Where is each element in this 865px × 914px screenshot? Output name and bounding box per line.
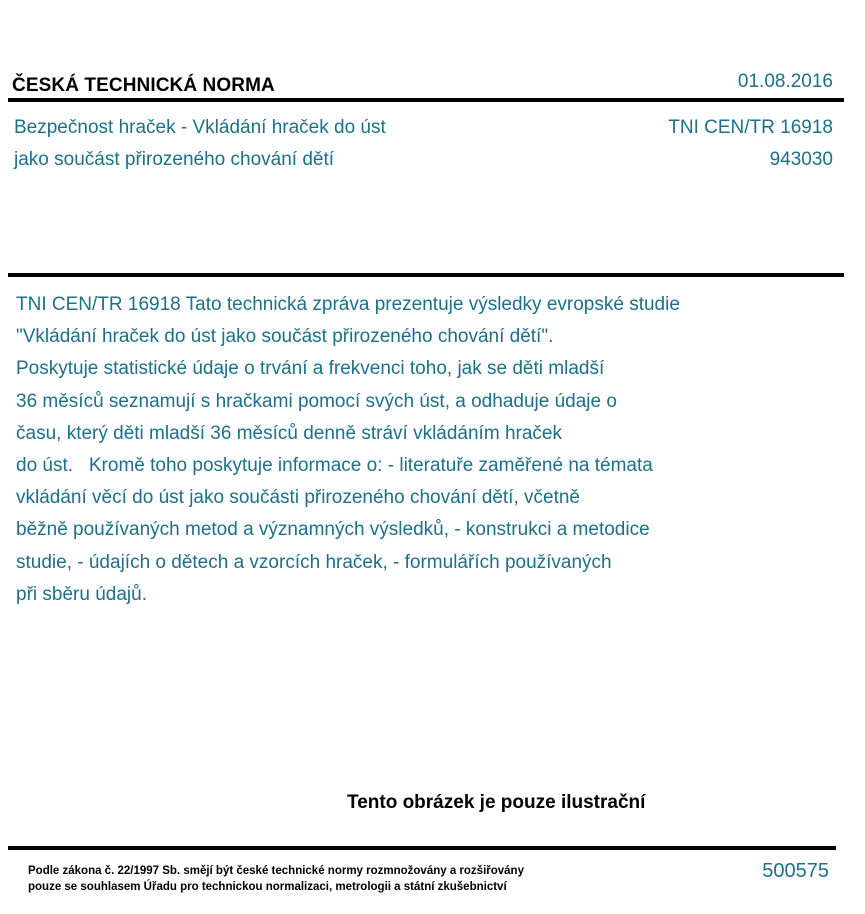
abstract-line: času, který děti mladší 36 měsíců denně stráví vkládáním hraček bbox=[16, 422, 562, 444]
document-title-line-2: jako součást přirozeného chování dětí bbox=[14, 149, 335, 170]
abstract-divider bbox=[8, 273, 844, 277]
copyright-line-2: pouze se souhlasem Úřadu pro technickou normalizaci, metrologii a státní zkušebnictví bbox=[28, 881, 507, 893]
copyright-line-1: Podle zákona č. 22/1997 Sb. smějí být české technické normy rozmnožovány a rozšiřovány bbox=[28, 865, 524, 877]
illustration-disclaimer: Tento obrázek je pouze ilustrační bbox=[347, 792, 646, 813]
header-divider bbox=[8, 98, 844, 102]
abstract-line: TNI CEN/TR 16918 Tato technická zpráva prezentuje výsledky evropské studie bbox=[16, 294, 680, 315]
abstract-text bbox=[16, 289, 816, 611]
standard-type-heading: ČESKÁ TECHNICKÁ NORMA bbox=[12, 75, 275, 96]
abstract-line: Poskytuje statistické údaje o trvání a frekvenci toho, jak se děti mladší bbox=[16, 358, 605, 380]
footer-divider bbox=[8, 846, 836, 850]
document-title-line-1: Bezpečnost hraček - Vkládání hraček do úst bbox=[14, 117, 386, 138]
abstract-line: běžně používaných metod a významných výsledků, - konstrukci a metodice bbox=[16, 519, 650, 541]
catalog-number: 500575 bbox=[762, 860, 829, 882]
class-number: 943030 bbox=[769, 149, 833, 170]
abstract-line: při sběru údajů. bbox=[16, 583, 147, 605]
document-designation: TNI CEN/TR 16918 bbox=[668, 117, 833, 138]
publication-date: 01.08.2016 bbox=[737, 71, 833, 92]
copyright-notice bbox=[28, 863, 524, 895]
abstract-line: do úst. Kromě toho poskytuje informace o: - literatuře zaměřené na témata bbox=[16, 455, 653, 477]
abstract-line: studie, - údajích o dětech a vzorcích hraček, - formulářích používaných bbox=[16, 551, 612, 573]
abstract-line: "Vkládání hraček do úst jako součást přirozeného chování dětí". bbox=[16, 326, 554, 348]
abstract-line: vkládání věcí do úst jako součásti přirozeného chování dětí, včetně bbox=[16, 487, 580, 509]
abstract-line: 36 měsíců seznamují s hračkami pomocí svých úst, a odhaduje údaje o bbox=[16, 390, 617, 412]
